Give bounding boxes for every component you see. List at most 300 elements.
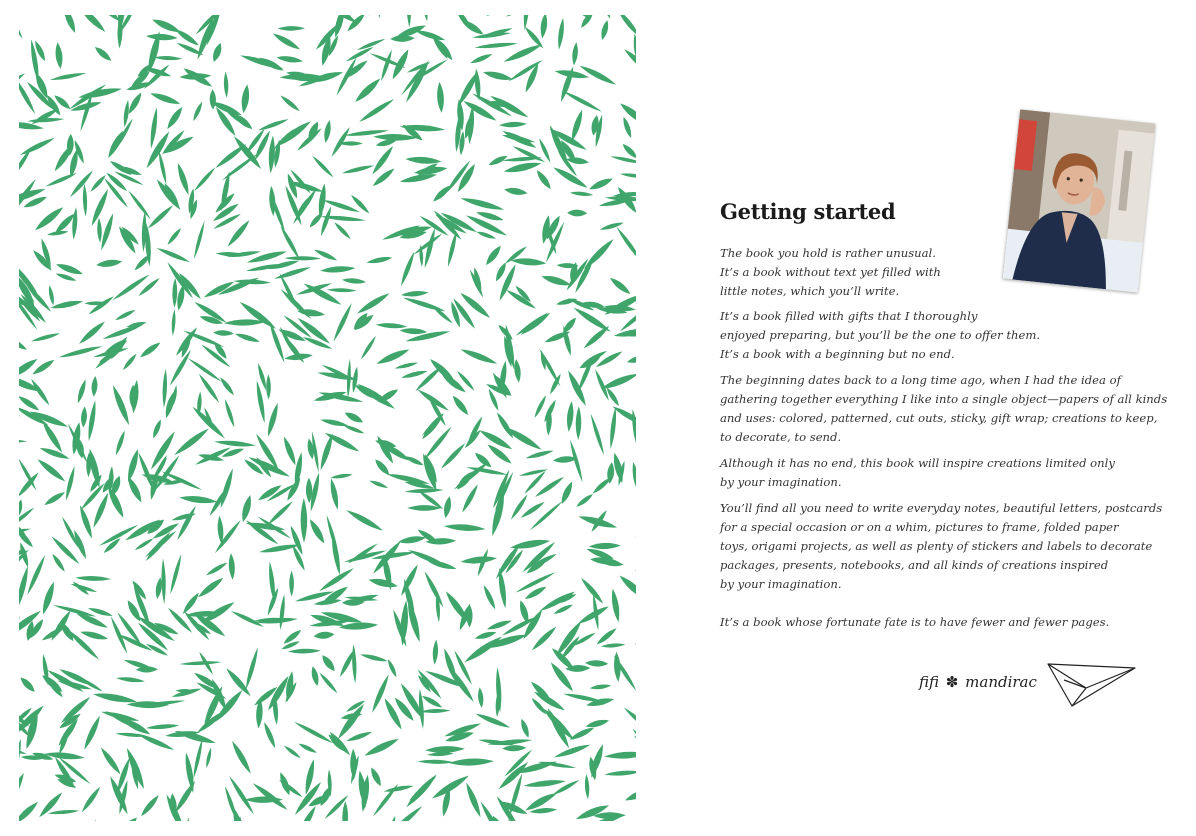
leaf-shape <box>185 817 190 821</box>
leaf-shape <box>230 609 265 629</box>
leaf-shape <box>75 575 111 581</box>
leaf-shape <box>211 42 224 63</box>
leaf-shape <box>599 19 610 40</box>
leaf-shape <box>165 105 185 130</box>
leaf-shape <box>597 15 613 20</box>
leaf-shape <box>151 16 182 35</box>
leaf-shape <box>295 804 318 821</box>
leaf-shape <box>449 758 495 767</box>
leaf-shape <box>591 475 613 495</box>
leaf-shape <box>575 406 581 440</box>
leaf-shape <box>394 361 418 370</box>
leaf-shape <box>604 769 636 776</box>
leaf-shape <box>19 136 56 157</box>
leaf-shape <box>356 37 386 52</box>
leaf-shape <box>399 328 427 335</box>
leaf-shape <box>449 301 462 329</box>
leaf-shape <box>209 89 216 109</box>
leaf-shape <box>302 335 333 351</box>
leaf-shape <box>460 555 497 565</box>
leaf-shape <box>499 121 527 128</box>
leaf-shape <box>293 720 334 745</box>
leaf-shape <box>390 35 415 42</box>
leaf-shape <box>218 468 235 509</box>
leaf-shape <box>47 809 79 815</box>
signature-last: mandirac <box>965 673 1037 691</box>
leaf-shape <box>603 291 636 318</box>
leaf-shape <box>633 81 636 102</box>
leaf-shape <box>570 191 594 197</box>
leaf-shape <box>89 174 107 193</box>
leaf-shape <box>230 739 254 775</box>
leaf-shape <box>342 801 348 821</box>
leaf-shape <box>214 439 256 448</box>
leaf-shape <box>93 691 138 705</box>
leaf-shape <box>320 417 349 428</box>
leaf-shape <box>19 438 27 444</box>
leaf-shape <box>406 15 412 28</box>
leaf-shape <box>149 90 181 106</box>
leaf-shape <box>325 514 341 558</box>
leaf-shape <box>519 718 531 739</box>
leaf-shape <box>284 256 321 260</box>
leaf-shape <box>328 478 340 510</box>
leaf-shape <box>205 747 213 768</box>
leaf-shape <box>179 73 211 81</box>
leaf-shape <box>151 418 163 439</box>
leaf-shape <box>582 324 611 350</box>
leaf-shape <box>585 718 610 730</box>
leaf-shape <box>99 746 123 776</box>
leaf-shape <box>330 533 343 576</box>
leaf-shape <box>61 15 78 34</box>
leaf-shape <box>589 683 611 690</box>
leaf-shape <box>399 123 445 132</box>
paragraph-line: Although it has no end, this book will inspire creations limited only <box>720 456 1115 470</box>
leaf-shape <box>503 160 542 175</box>
signature-first: fifi <box>919 673 940 691</box>
leaf-shape <box>175 505 198 541</box>
leaf-shape <box>168 553 183 594</box>
leaf-shape <box>218 376 235 397</box>
leaf-shape <box>166 227 183 246</box>
leaf-shape <box>146 33 178 41</box>
leaf-shape <box>313 631 334 640</box>
leaf-shape <box>419 708 450 713</box>
leaf-shape <box>37 790 64 819</box>
leaf-shape <box>174 326 199 358</box>
leaf-shape <box>277 771 292 796</box>
leaf-shape <box>507 58 544 83</box>
leaf-shape <box>31 248 54 272</box>
leaf-shape <box>585 660 608 667</box>
leaf-shape <box>58 344 103 359</box>
leaf-shape <box>327 288 357 293</box>
leaf-shape <box>240 494 254 523</box>
leaf-shape <box>460 483 480 514</box>
leaf-shape <box>571 42 579 66</box>
leaf-shape <box>632 733 636 764</box>
leaf-shape <box>530 625 558 653</box>
leaf-shape <box>126 91 144 115</box>
author-signature <box>919 673 1037 691</box>
leaf-shape <box>267 320 286 364</box>
leaf-shape <box>288 648 321 654</box>
leaf-shape <box>19 356 39 381</box>
leaf-shape <box>29 378 51 407</box>
leaf-shape <box>175 162 191 196</box>
leaf-shape <box>345 45 375 63</box>
leaf-shape <box>505 15 533 18</box>
leaf-shape <box>579 15 595 29</box>
leaf-shape <box>523 778 566 789</box>
leaf-shape <box>566 401 575 432</box>
leaf-shape <box>308 211 325 229</box>
leaf-shape <box>77 319 107 346</box>
leaf-shape <box>19 772 27 812</box>
leaf-shape <box>417 759 454 764</box>
leaf-shape <box>83 819 98 821</box>
leaf-shape <box>82 714 103 750</box>
leaf-shape <box>307 518 327 546</box>
leaf-shape <box>363 736 400 759</box>
leaf-shape <box>19 15 25 40</box>
leaf-shape <box>532 689 566 713</box>
leaf-shape <box>268 135 276 173</box>
leaf-shape <box>93 45 113 63</box>
leaf-shape <box>213 330 234 337</box>
leaf-shape <box>244 647 260 691</box>
leaf-shape <box>460 195 505 212</box>
leaf-shape <box>371 782 400 817</box>
leaf-shape <box>320 653 338 673</box>
leaf-shape <box>620 820 636 821</box>
leaf-shape <box>626 354 636 365</box>
paragraph-3 <box>720 371 1170 447</box>
leaf-shape <box>358 97 396 124</box>
leaf-shape <box>376 322 408 329</box>
leaf-shape <box>387 804 424 821</box>
leaf-shape <box>60 516 80 549</box>
leaf-shape <box>559 480 575 505</box>
leaf-shape <box>421 694 444 710</box>
paragraph-line: by your imagination. <box>720 577 842 591</box>
leaf-shape <box>19 413 20 422</box>
leaf-shape <box>31 331 61 343</box>
leaf-shape <box>496 760 530 792</box>
leaf-shape <box>168 348 193 386</box>
leaf-shape <box>557 18 566 50</box>
leaf-shape <box>19 333 29 352</box>
leaf-shape <box>172 278 178 308</box>
leaf-shape <box>19 565 31 610</box>
leaf-shape <box>509 493 529 521</box>
leaf-shape <box>525 449 554 461</box>
leaf-shape <box>192 738 205 779</box>
leaf-shape <box>79 629 108 642</box>
leaf-shape <box>589 413 606 456</box>
leaf-shape <box>149 107 160 149</box>
leaf-shape <box>19 602 22 621</box>
page-title: Getting started <box>720 199 896 224</box>
leaf-shape <box>278 26 306 31</box>
leaf-shape <box>233 112 255 132</box>
leaf-shape <box>408 775 438 802</box>
leaf-shape <box>377 15 383 19</box>
leaf-shape <box>482 69 513 82</box>
leaf-shape <box>579 576 605 605</box>
leaf-shape <box>434 37 455 62</box>
paragraph-line: You’ll find all you need to write everyday notes, beautiful letters, postcards <box>720 501 1163 515</box>
leaf-shape <box>333 221 352 241</box>
leaf-shape <box>635 625 636 642</box>
leaf-shape <box>610 588 622 623</box>
leaf-shape <box>19 738 23 772</box>
leaf-shape <box>111 273 151 303</box>
leaf-shape <box>318 671 339 694</box>
leaf-shape <box>157 150 168 185</box>
leaf-shape <box>80 785 102 813</box>
leaf-shape <box>440 371 468 395</box>
leaf-shape <box>474 41 518 49</box>
leaf-shape <box>51 553 67 573</box>
leaf-shape <box>567 209 587 216</box>
paragraph-2 <box>720 307 1170 364</box>
leaf-shape <box>601 643 626 649</box>
leaf-shape <box>360 335 378 360</box>
leaf-shape <box>97 218 103 243</box>
leaf-shape <box>179 494 218 505</box>
leaf-shape <box>539 15 548 39</box>
leaf-shape <box>53 603 97 618</box>
leaf-shape <box>223 72 228 98</box>
leaf-shape <box>493 471 515 512</box>
leaf-shape <box>279 225 302 261</box>
leaf-shape <box>630 461 636 494</box>
leaf-shape <box>19 542 30 568</box>
leaf-shape <box>386 658 398 678</box>
leaf-shape <box>422 570 445 608</box>
leaf-shape <box>96 258 123 268</box>
leaf-shape <box>533 394 548 419</box>
leaf-shape <box>366 255 393 265</box>
leaf-shape <box>244 518 280 546</box>
leaf-shape <box>301 498 308 543</box>
paragraph-6 <box>720 613 1170 632</box>
leaf-shape <box>117 815 139 821</box>
leaf-shape <box>266 500 294 527</box>
leaf-shape <box>43 490 67 507</box>
leaf-shape <box>71 207 78 240</box>
leaf-shape <box>331 302 353 342</box>
leaf-shape <box>272 128 295 152</box>
leaf-shape <box>323 119 333 143</box>
leaf-shape <box>599 221 624 232</box>
leaf-shape <box>179 660 222 666</box>
leaf-shape <box>77 15 108 34</box>
paragraph-line: packages, presents, notebooks, and all kinds of creations inspired <box>720 558 1109 572</box>
leaf-shape <box>320 265 356 274</box>
leaf-shape <box>401 369 429 380</box>
leaf-shape <box>345 508 384 534</box>
leaf-shape <box>72 529 89 560</box>
leaf-shape <box>86 400 97 442</box>
leaf-shape <box>514 311 549 338</box>
leaf-shape <box>485 15 505 18</box>
leaf-shape <box>276 54 303 64</box>
paragraph-line: gathering together everything I like into a single object—papers of all kinds <box>720 392 1168 406</box>
leaf-shape <box>281 436 298 467</box>
leaf-shape <box>534 168 553 190</box>
paragraph-4 <box>720 454 1170 492</box>
leaf-shape <box>146 204 174 231</box>
leaf-shape <box>375 347 411 367</box>
paragraph-line: and uses: colored, patterned, cut outs, sticky, gift wrap; creations to keep, <box>720 411 1158 425</box>
paragraph-line: It’s a book whose fortunate fate is to have fewer and fewer pages. <box>720 615 1110 629</box>
leaf-shape <box>192 220 206 259</box>
leaf-shape <box>511 257 547 267</box>
leaf-shape <box>156 246 191 264</box>
leaf-shape <box>436 82 445 113</box>
leaf-shape <box>278 594 286 630</box>
leaf-shape <box>311 155 335 179</box>
leaf-shape <box>368 576 399 589</box>
leaf-shape <box>454 469 475 492</box>
leaf-shape <box>221 446 245 459</box>
leaf-shape <box>205 561 228 577</box>
leaf-shape <box>313 248 338 263</box>
leaf-shape <box>262 721 278 749</box>
leaf-shape <box>404 488 444 494</box>
leaf-shape <box>87 295 115 317</box>
leaf-shape <box>298 742 318 755</box>
leaf-shape <box>223 399 236 429</box>
leaf-shape <box>121 352 138 371</box>
leaf-shape <box>54 42 64 69</box>
leaf-shape <box>139 793 161 818</box>
paragraph-line: little notes, which you’ll write. <box>720 284 900 298</box>
leaf-shape <box>19 76 37 115</box>
leaf-shape <box>575 492 594 508</box>
leaf-shape <box>77 504 94 539</box>
leaf-shape <box>383 784 414 794</box>
leaf-shape <box>604 751 636 760</box>
leaf-shape <box>404 454 425 467</box>
paragraph-line: enjoyed preparing, but you’ll be the one to offer them. <box>720 328 1041 342</box>
leaf-shape <box>589 542 621 549</box>
leaf-shape <box>134 537 155 552</box>
leaf-shape <box>464 781 484 818</box>
leaf-shape <box>342 277 367 284</box>
leaf-shape <box>318 566 355 593</box>
paragraph-line: It’s a book without text yet filled with <box>720 265 941 279</box>
leaf-shape <box>634 534 636 560</box>
leaf-shape <box>431 304 454 324</box>
leaf-pattern-page <box>19 15 636 821</box>
leaf-shape <box>171 309 176 336</box>
leaf-shape <box>615 226 636 264</box>
paragraph-line: The beginning dates back to a long time ago, when I had the idea of <box>720 373 1121 387</box>
leaf-shape <box>407 505 441 511</box>
leaf-shape <box>541 273 572 288</box>
leaf-shape <box>624 786 636 803</box>
leaf-shape <box>283 744 302 759</box>
leaf-shape <box>504 186 528 196</box>
paper-plane-icon <box>1046 662 1138 708</box>
leaf-shape <box>519 311 552 338</box>
leaf-shape <box>25 554 47 596</box>
leaf-shape <box>584 774 590 799</box>
leaf-shape <box>19 471 40 499</box>
leaf-shape <box>450 394 470 417</box>
leaf-shape <box>234 331 260 344</box>
leaf-shape <box>355 291 391 316</box>
paragraph-line: It’s a book with a beginning but no end. <box>720 347 955 361</box>
leaf-shape <box>588 176 614 193</box>
leaf-shape <box>173 780 197 815</box>
leaf-shape <box>154 177 183 211</box>
leaf-shape <box>49 71 86 82</box>
leaf-shape <box>486 442 514 466</box>
leaf-shape <box>47 285 55 306</box>
leaf-shape <box>310 666 321 687</box>
leaf-shape <box>36 457 68 484</box>
leaf-shape <box>387 815 397 821</box>
leaf-shape <box>335 56 359 96</box>
leaf-shape <box>113 117 134 151</box>
leaf-shape <box>349 193 371 215</box>
leaf-shape <box>482 584 498 611</box>
leaf-shape <box>553 742 591 760</box>
leaf-shape <box>289 571 294 597</box>
leaf-shape <box>228 553 236 580</box>
author-photo <box>1002 109 1155 292</box>
leaf-shape <box>622 47 636 76</box>
leaf-shape <box>19 800 40 821</box>
leaf-shape <box>484 244 504 267</box>
leaf-shape <box>279 94 301 113</box>
leaf-shape <box>617 573 636 602</box>
leaf-shape <box>398 534 427 545</box>
leaf-shape <box>110 384 132 426</box>
paragraph-line: toys, origami projects, as well as plenty of stickers and labels to decorate <box>720 539 1153 553</box>
leaf-shape <box>191 101 204 122</box>
leaf-shape <box>161 558 166 604</box>
leaf-shape <box>226 218 252 248</box>
leaf-shape <box>615 15 636 39</box>
leaf-shape <box>114 308 136 322</box>
leaf-shape <box>469 52 493 65</box>
leaf-shape <box>341 164 374 176</box>
leaf-shape <box>328 730 352 757</box>
leaf-shape <box>288 15 314 16</box>
leaf-shape <box>416 387 450 413</box>
leaf-shape <box>64 466 77 502</box>
leaf-shape <box>634 637 636 647</box>
leaf-shape <box>138 340 162 359</box>
leaf-shape <box>146 723 180 730</box>
paragraph-line: for a special occasion or on a whim, pictures to frame, folded paper <box>720 520 1119 534</box>
leaf-shape <box>379 49 393 82</box>
leaf-shape <box>432 639 439 664</box>
leaf-shape <box>50 299 83 311</box>
paragraph-5 <box>720 499 1170 594</box>
leaf-shape <box>213 519 242 555</box>
leaf-shape <box>608 275 632 296</box>
leaf-shape <box>486 618 512 632</box>
leaf-shape <box>162 369 168 408</box>
leaf-shape <box>30 107 59 127</box>
